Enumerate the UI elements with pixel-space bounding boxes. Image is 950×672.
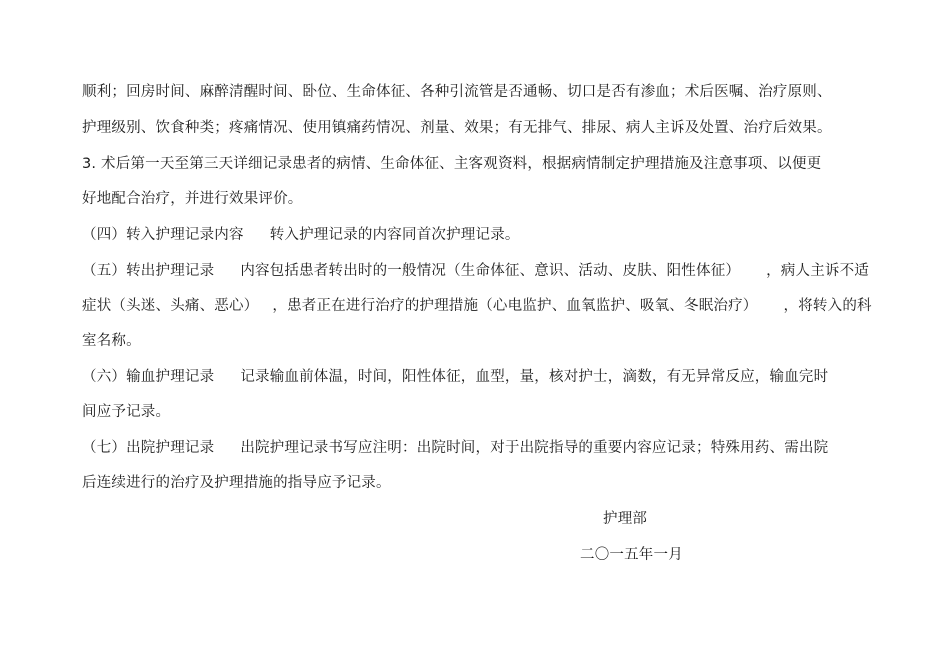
section-7-text: 后连续进行的治疗及护理措施的指导应予记录。 [82, 475, 391, 491]
text-line: 3. 术后第一天至第三天详细记录患者的病情、生命体征、主客观资料，根据病情制定护理措施及注意事项、以便更 [82, 156, 822, 172]
section-6-heading: （六）输血护理记录 [82, 369, 215, 385]
section-7-line-1 [82, 438, 828, 458]
section-7-heading: （七）出院护理记录 [82, 440, 215, 456]
section-5-line-2 [82, 296, 872, 316]
text-line: 护理级别、饮食种类；疼痛情况、使用镇痛药情况、剂量、效果；有无排气、排尿、病人主诉及处置、治疗后效果。 [82, 120, 832, 136]
section-5-text: ，患者正在进行治疗的护理措施（心电监护、血氧监护、吸氧、冬眠治疗） [272, 298, 758, 314]
paragraph-line-4 [82, 189, 303, 209]
date-text: 二〇一五年一月 [580, 547, 683, 563]
section-5-heading: （五）转出护理记录 [82, 263, 215, 279]
paragraph-line-1 [82, 82, 832, 102]
section-4-heading: （四）转入护理记录内容 [82, 227, 244, 243]
section-5-text: 症状（头迷、头痛、恶心） [82, 298, 259, 314]
section-5-line-1 [82, 261, 869, 281]
section-4-body: 转入护理记录的内容同首次护理记录。 [269, 227, 520, 243]
paragraph-line-2 [82, 118, 832, 138]
signature-department [603, 509, 647, 529]
paragraph-line-3 [82, 154, 821, 174]
section-6-text: 间应予记录。 [82, 404, 171, 420]
text-line: 顺利；回房时间、麻醉清醒时间、卧位、生命体征、各种引流管是否通畅、切口是否有渗血；术后医嘱、治疗原则、 [82, 84, 832, 100]
section-5-line-3 [82, 331, 141, 351]
section-6-line-1 [82, 367, 828, 387]
section-5-text: 室名称。 [82, 333, 141, 349]
section-6-text: 记录输血前体温，时间，阳性体征，血型，量，核对护士，滴数，有无异常反应，输血完时 [240, 369, 829, 385]
section-5-text: ，病人主诉不适 [766, 263, 870, 279]
signature-date [580, 545, 683, 565]
text-line: 好地配合治疗，并进行效果评价。 [82, 191, 303, 207]
section-6-line-2 [82, 402, 170, 422]
department-name: 护理部 [603, 511, 648, 527]
section-5-text: ，将转入的科 [783, 298, 872, 314]
section-7-line-2 [82, 473, 391, 493]
section-4-line [82, 225, 520, 245]
section-5-text: 内容包括患者转出时的一般情况（生命体征、意识、活动、皮肤、阳性体征） [240, 263, 741, 279]
section-7-text: 出院护理记录书写应注明：出院时间，对于出院指导的重要内容应记录；特殊用药、需出院 [240, 440, 829, 456]
